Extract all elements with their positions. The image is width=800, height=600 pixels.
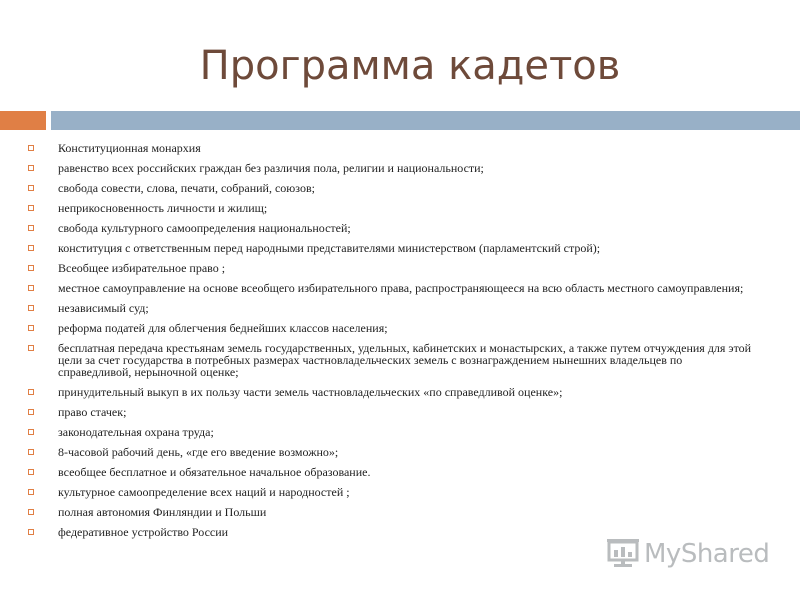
square-bullet-icon — [28, 489, 34, 495]
list-item — [26, 386, 756, 398]
square-bullet-icon — [28, 285, 34, 291]
list-item-text: федеративное устройство России — [58, 525, 229, 539]
square-bullet-icon — [28, 305, 34, 311]
square-bullet-icon — [28, 165, 34, 171]
list-item — [26, 142, 756, 154]
list-item — [26, 322, 756, 334]
header-bar — [51, 111, 800, 130]
list-item — [26, 446, 756, 458]
list-item-text: свобода культурного самоопределения национальностей; — [58, 221, 351, 235]
square-bullet-icon — [28, 469, 34, 475]
presentation-board-icon — [606, 538, 640, 570]
list-item — [26, 282, 756, 294]
square-bullet-icon — [28, 145, 34, 151]
list-item — [26, 506, 756, 518]
list-item-text: законодательная охрана труда; — [58, 425, 214, 439]
list-item — [26, 182, 756, 194]
square-bullet-icon — [28, 325, 34, 331]
square-bullet-icon — [28, 429, 34, 435]
list-item-text: принудительный выкуп в их пользу части земель частновладельческих «по справедливой оценке»; — [58, 385, 563, 399]
list-item — [26, 342, 756, 378]
square-bullet-icon — [28, 409, 34, 415]
list-item-text: Всеобщее избирательное право ; — [58, 261, 226, 275]
square-bullet-icon — [28, 389, 34, 395]
list-item — [26, 466, 756, 478]
square-bullet-icon — [28, 205, 34, 211]
list-item-text: равенство всех российских граждан без различия пола, религии и национальности; — [58, 161, 484, 175]
list-item-text: местное самоуправление на основе всеобщего избирательного права, распространяющееся на всю область местного самоуправления; — [58, 281, 744, 295]
watermark-text: MyShared — [644, 539, 770, 569]
list-item-text: независимый суд; — [58, 301, 149, 315]
list-item — [26, 406, 756, 418]
list-item-text: всеобщее бесплатное и обязательное начальное образование. — [58, 465, 371, 479]
watermark-logo — [606, 536, 770, 572]
square-bullet-icon — [28, 245, 34, 251]
list-item — [26, 222, 756, 234]
square-bullet-icon — [28, 449, 34, 455]
list-item-text: 8-часовой рабочий день, «где его введение возможно»; — [58, 445, 339, 459]
list-item — [26, 486, 756, 498]
square-bullet-icon — [28, 529, 34, 535]
list-item-text: Конституционная монархия — [58, 141, 201, 155]
list-item-text: свобода совести, слова, печати, собраний, союзов; — [58, 181, 315, 195]
list-item — [26, 242, 756, 254]
list-item-text: бесплатная передача крестьянам земель государственных, удельных, кабинетских и монастырских, а также путем отчуждения для этой цели за счет государства в потребных размерах частновладельческих земель с вознаграждением нынешних владельцев по справедливой, нерыночной оценке; — [58, 341, 752, 379]
accent-bar — [0, 111, 46, 130]
square-bullet-icon — [28, 509, 34, 515]
list-item — [26, 262, 756, 274]
program-list — [26, 142, 756, 546]
list-item-text: реформа податей для облегчения беднейших классов населения; — [58, 321, 388, 335]
list-item — [26, 426, 756, 438]
list-item — [26, 202, 756, 214]
list-item-text: культурное самоопределение всех наций и народностей ; — [58, 485, 350, 499]
square-bullet-icon — [28, 225, 34, 231]
list-item-text: право стачек; — [58, 405, 127, 419]
list-item — [26, 162, 756, 174]
square-bullet-icon — [28, 265, 34, 271]
list-item-text: полная автономия Финляндии и Польши — [58, 505, 267, 519]
list-item-text: конституция с ответственным перед народными представителями министерством (парламентский строй); — [58, 241, 601, 255]
list-item — [26, 302, 756, 314]
list-item-text: неприкосновенность личности и жилищ; — [58, 201, 268, 215]
square-bullet-icon — [28, 185, 34, 191]
slide-title: Программа кадетов — [199, 43, 621, 89]
square-bullet-icon — [28, 345, 34, 351]
